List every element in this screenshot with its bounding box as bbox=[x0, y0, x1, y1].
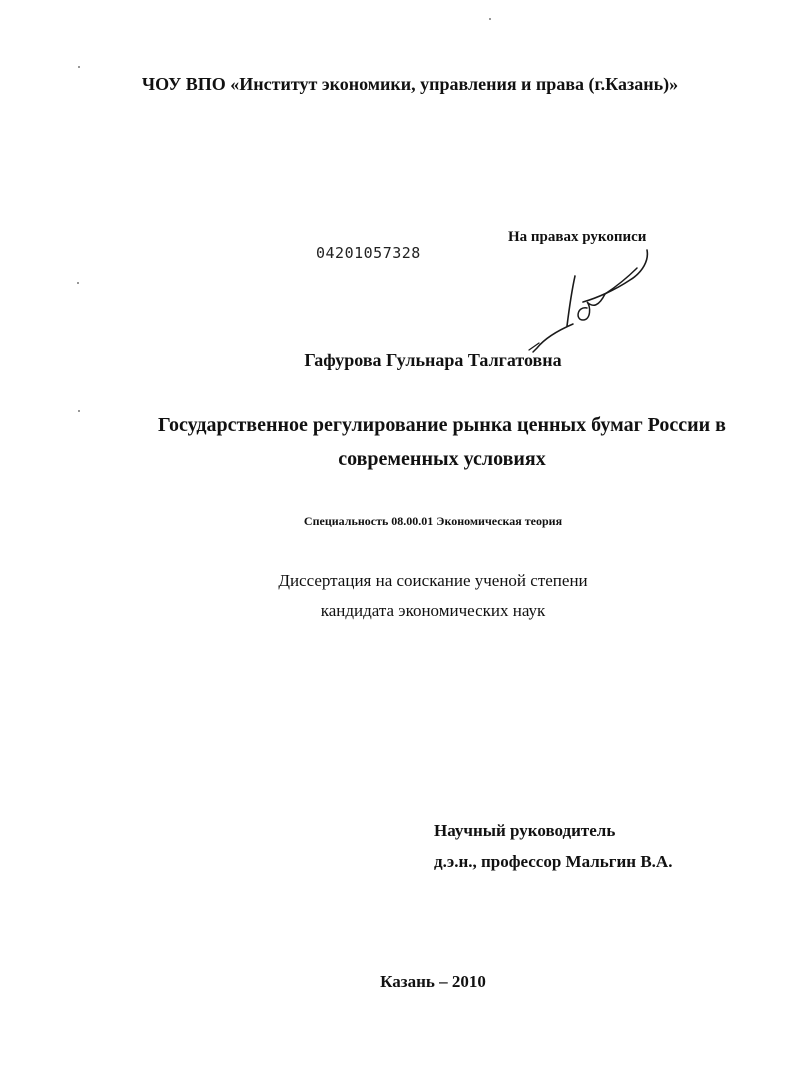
scan-speck bbox=[489, 18, 491, 20]
title-line-2: современных условиях bbox=[338, 448, 546, 470]
handwritten-signature bbox=[525, 246, 665, 356]
supervisor-name: д.э.н., профессор Мальгин В.А. bbox=[434, 852, 673, 871]
manuscript-note: На правах рукописи bbox=[508, 229, 647, 245]
degree-statement bbox=[0, 566, 794, 626]
degree-line-2: кандидата экономических наук bbox=[320, 601, 546, 620]
supervisor-block bbox=[434, 815, 672, 877]
archive-number: 04201057328 bbox=[316, 244, 421, 262]
institution-header: ЧОУ ВПО «Институт экономики, управления и права (г.Казань)» bbox=[141, 74, 679, 94]
scan-speck bbox=[78, 410, 80, 412]
supervisor-label: Научный руководитель bbox=[434, 821, 616, 840]
city-year: Казань – 2010 bbox=[380, 972, 486, 991]
specialty: Специальность 08.00.01 Экономическая теория bbox=[303, 514, 563, 528]
author-name: Гафурова Гульнара Талгатовна bbox=[304, 350, 562, 370]
degree-line-1: Диссертация на соискание ученой степени bbox=[278, 571, 588, 590]
title-line-1: Государственное регулирование рынка ценных бумаг России в bbox=[158, 414, 726, 436]
scan-speck bbox=[78, 66, 80, 68]
scan-speck bbox=[77, 282, 79, 284]
dissertation-title bbox=[90, 408, 794, 476]
